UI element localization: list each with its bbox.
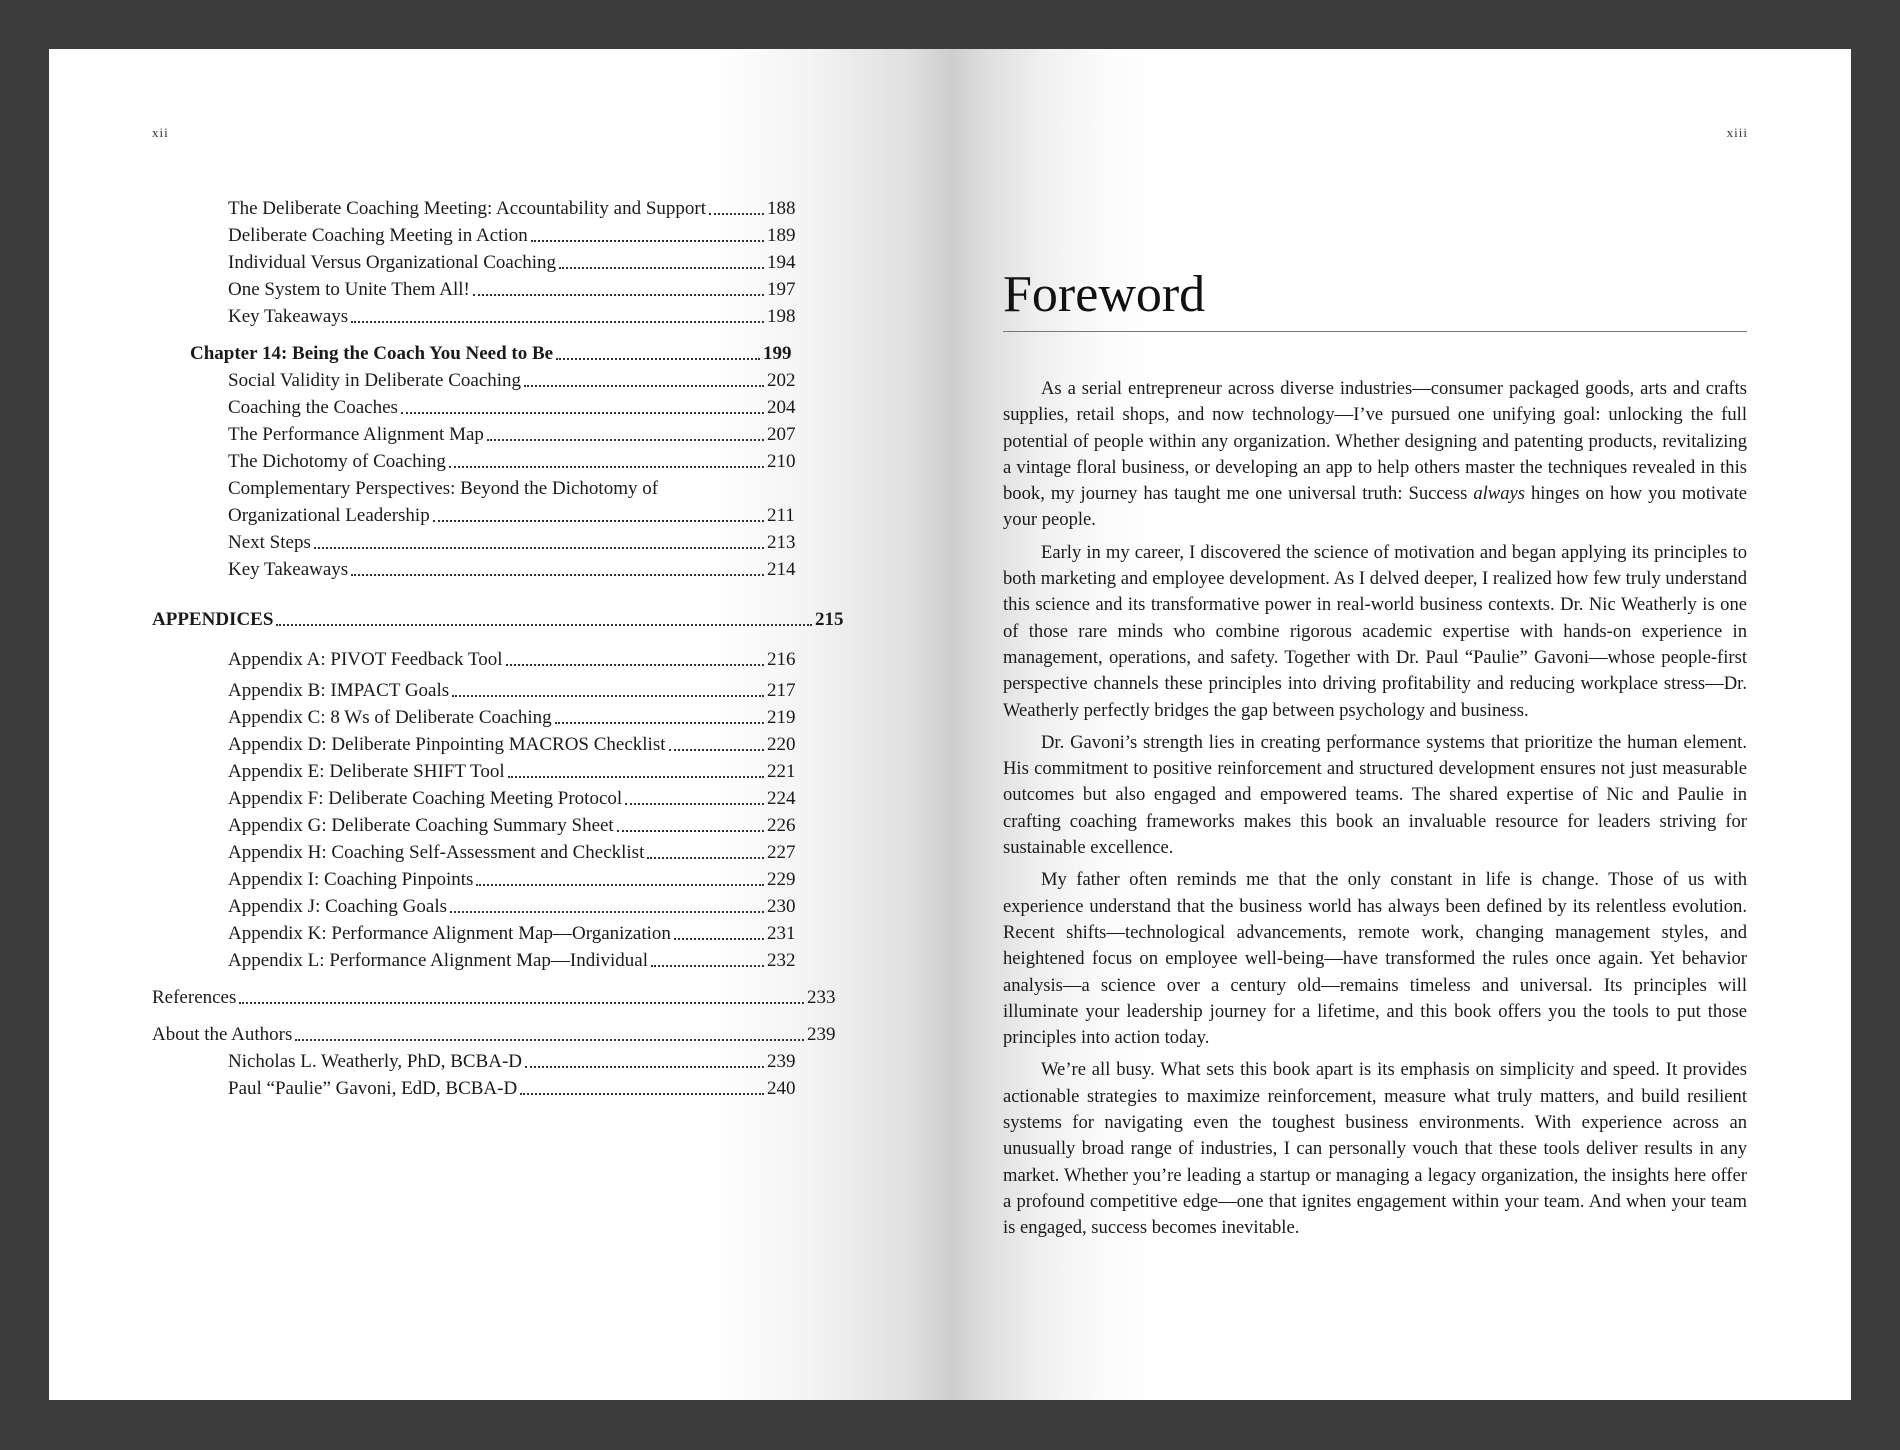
toc-entry-title: Appendix D: Deliberate Pinpointing MACROS Checklist <box>228 734 666 755</box>
toc-entry-page: 197 <box>767 279 796 300</box>
toc-leader-dots <box>401 412 764 414</box>
toc-leader-dots <box>506 664 764 666</box>
toc-entry-page: 217 <box>767 680 796 701</box>
toc-entry-title: Nicholas L. Weatherly, PhD, BCBA-D <box>228 1051 522 1072</box>
toc-entry[interactable] <box>152 785 892 812</box>
toc-leader-dots <box>525 1066 764 1068</box>
toc-entry-page: 188 <box>767 198 796 219</box>
toc-entry-page: 215 <box>815 609 844 630</box>
toc-entry-page: 210 <box>767 451 796 472</box>
toc-leader-dots <box>520 1093 764 1095</box>
toc-entry[interactable] <box>152 249 892 276</box>
toc-entry[interactable] <box>152 448 892 475</box>
toc-leader-dots <box>433 520 764 522</box>
toc-entry-title: Social Validity in Deliberate Coaching <box>228 370 522 391</box>
toc-leader-dots <box>449 466 764 468</box>
toc-entry-title: Appendix C: 8 Ws of Deliberate Coaching <box>228 707 552 728</box>
toc-entry[interactable] <box>152 529 892 556</box>
toc-entry-title: Organizational Leadership <box>228 505 430 526</box>
toc-entry-page: 230 <box>767 896 796 917</box>
toc-leader-dots <box>276 624 812 626</box>
toc-entry[interactable] <box>152 677 892 704</box>
toc-entry[interactable] <box>152 839 892 866</box>
toc-entry-page: 239 <box>807 1024 836 1045</box>
toc-entry-page: 227 <box>767 842 796 863</box>
foreword-paragraph-4: My father often reminds me that the only constant in life is change. Those of us with experience understand that the business world has always been defined by its relentless evolution. Recent shifts—technological advancements, remote work, changing management styles, and heightened focus on employee well-being—have transformed the rules once again. Yet behavior analysis—a science over a century old—remains timeless and universal. Its principles will illuminate your leadership journey for a lifetime, and this book offers you the tools to put those principles into action today. <box>1003 869 1747 1049</box>
toc-entry-page: 198 <box>767 306 796 327</box>
toc-leader-dots <box>617 830 764 832</box>
toc-entry-title: Individual Versus Organizational Coaching <box>228 252 557 273</box>
paragraph-text: hinges on how you motivate your people. <box>1003 483 1747 531</box>
toc-entry-page: 213 <box>767 532 796 553</box>
toc-entry-page: 214 <box>767 559 796 580</box>
toc-entry-page: 221 <box>767 761 796 782</box>
foreword-paragraph-5: We’re all busy. What sets this book apart is its emphasis on simplicity and speed. It provides actionable strategies to maximize reinforcement, measure what truly matters, and build resilient systems for navigating even the toughest business environments. With experience across an unusually broad range of industries, I can personally vouch that these tools deliver results in any market. Whether you’re leading a startup or managing a legacy organization, the insights here offer a profound competitive edge—one that ignites engagement within your team. And when your team is engaged, success becomes inevitable. <box>1003 1059 1747 1239</box>
toc-entry-title: The Dichotomy of Coaching <box>228 451 446 472</box>
foreword-heading: Foreword <box>1003 266 1206 323</box>
toc-entry-page: 229 <box>767 869 796 890</box>
toc-entry-page: 226 <box>767 815 796 836</box>
toc-entry[interactable] <box>152 731 892 758</box>
toc-entry[interactable] <box>152 502 892 529</box>
toc-entry-page: 220 <box>767 734 796 755</box>
toc-leader-dots <box>531 240 764 242</box>
toc-leader-dots <box>314 547 764 549</box>
toc-entry[interactable] <box>152 195 892 222</box>
toc-entry-title: Deliberate Coaching Meeting in Action <box>228 225 528 246</box>
toc-entry-title: Appendix H: Coaching Self-Assessment and Checklist <box>228 842 645 863</box>
toc-entry[interactable] <box>152 475 892 502</box>
toc-entry[interactable] <box>152 367 892 394</box>
toc-entry-page: 232 <box>767 950 796 971</box>
toc-leader-dots <box>239 1002 804 1004</box>
toc-entry-title: The Deliberate Coaching Meeting: Accountability and Support <box>228 198 707 219</box>
toc-chapter-entry[interactable] <box>152 340 892 367</box>
toc-entry-title: Appendix I: Coaching Pinpoints <box>228 869 474 890</box>
toc-entry-title: References <box>152 987 237 1008</box>
emphasis-word: always <box>1473 483 1525 505</box>
toc-entry-page: 204 <box>767 397 796 418</box>
toc-leader-dots <box>555 722 764 724</box>
left-page <box>49 49 950 1400</box>
toc-leader-dots <box>556 358 760 360</box>
toc-entry-title: Chapter 14: Being the Coach You Need to Be <box>190 343 554 364</box>
toc-entry[interactable] <box>152 276 892 303</box>
toc-leader-dots <box>487 439 764 441</box>
toc-entry[interactable] <box>152 1021 892 1048</box>
toc-entry-page: 207 <box>767 424 796 445</box>
paragraph-text: As a serial entrepreneur across diverse industries—consumer packaged goods, arts and crafts supplies, retail shops, and now technology—I’ve pursued one unifying goal: unlocking the full potential of people within any organization. Whether designing and patenting products, revitalizing a vintage floral business, or developing an app to help others master the techniques revealed in this book, my journey has taught me one universal truth: Success <box>1003 378 1747 505</box>
toc-entry[interactable] <box>152 421 892 448</box>
toc-entry-title: Coaching the Coaches <box>228 397 398 418</box>
toc-entry-page: 239 <box>767 1051 796 1072</box>
toc-entry-title: Appendix L: Performance Alignment Map—Individual <box>228 950 649 971</box>
toc-entry-title: Appendix G: Deliberate Coaching Summary Sheet <box>228 815 614 836</box>
toc-section-entry[interactable] <box>152 606 892 633</box>
toc-entry[interactable] <box>152 646 892 673</box>
toc-entry[interactable] <box>152 303 892 330</box>
toc-leader-dots <box>295 1039 804 1041</box>
toc-leader-dots <box>709 213 764 215</box>
toc-leader-dots <box>473 294 764 296</box>
toc-entry-title: Appendix K: Performance Alignment Map—Organization <box>228 923 671 944</box>
toc-entry-title: Complementary Perspectives: Beyond the Dichotomy of <box>228 478 659 499</box>
toc-entry-title: Paul “Paulie” Gavoni, EdD, BCBA-D <box>228 1078 518 1099</box>
toc-entry-page: 224 <box>767 788 796 809</box>
toc-entry-title: Next Steps <box>228 532 311 553</box>
toc-entry-title: Key Takeaways <box>228 306 349 327</box>
toc-entry-title: One System to Unite Them All! <box>228 279 470 300</box>
foreword-paragraph-1 <box>1003 376 1747 534</box>
toc-leader-dots <box>351 574 764 576</box>
toc-entry[interactable] <box>152 893 892 920</box>
page-number-left: xii <box>152 125 169 140</box>
toc-entry[interactable] <box>152 222 892 249</box>
foreword-paragraph-3: Dr. Gavoni’s strength lies in creating performance systems that prioritize the human element. His commitment to positive reinforcement and structured development ensures not just measurable outcomes but also engaged and empowered teams. The shared expertise of Nic and Paulie in crafting coaching frameworks makes this book an invaluable resource for leaders striving for sustainable excellence. <box>1003 731 1747 859</box>
toc-entry-title: Appendix J: Coaching Goals <box>228 896 448 917</box>
toc-leader-dots <box>559 267 764 269</box>
toc-leader-dots <box>669 749 764 751</box>
toc-entry-page: 240 <box>767 1078 796 1099</box>
toc-entry-page: 194 <box>767 252 796 273</box>
toc-entry-title: Appendix F: Deliberate Coaching Meeting Protocol <box>228 788 623 809</box>
toc-entry[interactable] <box>152 1075 892 1102</box>
toc-entry-title: The Performance Alignment Map <box>228 424 484 445</box>
toc-entry-title: APPENDICES <box>152 609 274 630</box>
toc-leader-dots <box>647 857 764 859</box>
toc-entry-title: Key Takeaways <box>228 559 349 580</box>
toc-entry-page: 211 <box>767 505 795 526</box>
toc-entry-page: 199 <box>763 343 792 364</box>
toc-entry-title: Appendix A: PIVOT Feedback Tool <box>228 649 503 670</box>
toc-entry[interactable] <box>152 812 892 839</box>
toc-entry[interactable] <box>152 704 892 731</box>
toc-entry-page: 219 <box>767 707 796 728</box>
toc-entry[interactable] <box>152 556 892 583</box>
toc-entry[interactable] <box>152 920 892 947</box>
toc-entry-page: 189 <box>767 225 796 246</box>
toc-leader-dots <box>651 965 764 967</box>
toc-leader-dots <box>625 803 764 805</box>
toc-entry-page: 231 <box>767 923 796 944</box>
toc-entry[interactable] <box>152 758 892 785</box>
toc-entry[interactable] <box>152 1048 892 1075</box>
toc-entry[interactable] <box>152 984 892 1011</box>
toc-leader-dots <box>450 911 764 913</box>
heading-rule <box>1003 331 1747 332</box>
foreword-paragraph-2: Early in my career, I discovered the science of motivation and began applying its principles to both marketing and employee development. As I delved deeper, I realized how few truly understand this science and its transformative power in real-world business contexts. Dr. Nic Weatherly is one of those rare minds who combine rigorous academic expertise with hands-on experience in management, operations, and safety. Together with Dr. Paul “Paulie” Gavoni—whose people-first perspective channels these principles into driving profitability and reducing workplace stress—Dr. Weatherly perfectly bridges the gap between psychology and business. <box>1003 541 1747 721</box>
toc-entry[interactable] <box>152 394 892 421</box>
toc-entry-page: 202 <box>767 370 796 391</box>
toc-entry-page: 216 <box>767 649 796 670</box>
toc-entry[interactable] <box>152 947 892 974</box>
toc-leader-dots <box>508 776 764 778</box>
toc-entry-title: Appendix E: Deliberate SHIFT Tool <box>228 761 505 782</box>
page-number-right: xiii <box>1726 125 1748 140</box>
toc-entry-title: About the Authors <box>152 1024 293 1045</box>
toc-entry-title: Appendix B: IMPACT Goals <box>228 680 450 701</box>
toc-leader-dots <box>351 321 764 323</box>
toc-entry-page: 233 <box>807 987 836 1008</box>
toc-leader-dots <box>452 695 764 697</box>
toc-entry[interactable] <box>152 866 892 893</box>
toc-leader-dots <box>476 884 764 886</box>
foreword-body <box>1003 376 1747 1248</box>
toc-leader-dots <box>524 385 764 387</box>
toc-leader-dots <box>674 938 764 940</box>
